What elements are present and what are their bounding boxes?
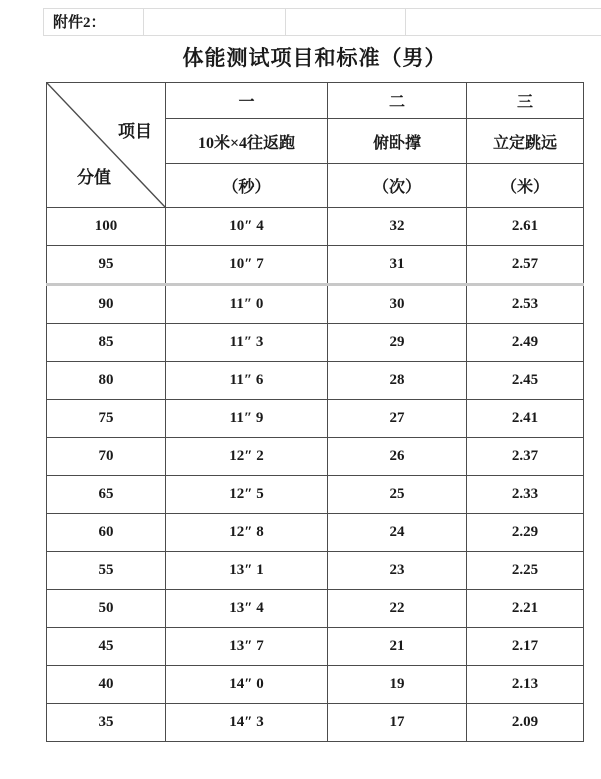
score-cell: 75 [47,400,166,438]
pushup-cell: 22 [328,590,467,628]
score-cell: 50 [47,590,166,628]
score-cell: 90 [47,285,166,324]
column-name-cell: 10米×4往返跑 [166,119,328,164]
table-row [47,438,584,476]
top-grid-hline [43,8,601,9]
table-row [47,246,584,285]
run-cell: 11″ 9 [166,400,328,438]
jump-cell: 2.13 [467,666,584,704]
pushup-cell: 23 [328,552,467,590]
table-row [47,628,584,666]
pushup-cell: 29 [328,324,467,362]
jump-cell: 2.29 [467,514,584,552]
jump-cell: 2.37 [467,438,584,476]
table-row [47,666,584,704]
table-row [47,476,584,514]
table-row [47,400,584,438]
column-number-cell: 二 [328,83,467,119]
score-cell: 35 [47,704,166,742]
run-cell: 14″ 3 [166,704,328,742]
pushup-cell: 32 [328,208,467,246]
attachment-label: 附件2： [53,15,106,31]
page-title: 体能测试项目和标准（男） [182,46,447,70]
pushup-cell: 28 [328,362,467,400]
run-cell: 12″ 5 [166,476,328,514]
table-row [47,514,584,552]
pushup-cell: 24 [328,514,467,552]
column-name-cell: 俯卧撑 [328,119,467,164]
jump-cell: 2.21 [467,590,584,628]
jump-cell: 2.25 [467,552,584,590]
run-cell: 10″ 7 [166,246,328,285]
jump-cell: 2.41 [467,400,584,438]
corner-label-item: 项目 [118,122,152,141]
pushup-cell: 21 [328,628,467,666]
top-grid-vline [405,8,406,36]
score-cell: 65 [47,476,166,514]
table-row [47,285,584,324]
standards-table [46,82,584,742]
run-cell: 11″ 0 [166,285,328,324]
column-number-cell: 三 [467,83,584,119]
score-cell: 100 [47,208,166,246]
header-row-numbers [47,83,584,119]
jump-cell: 2.09 [467,704,584,742]
score-cell: 70 [47,438,166,476]
score-cell: 80 [47,362,166,400]
run-cell: 11″ 3 [166,324,328,362]
pushup-cell: 17 [328,704,467,742]
run-cell: 13″ 1 [166,552,328,590]
score-cell: 85 [47,324,166,362]
table-row [47,324,584,362]
score-cell: 95 [47,246,166,285]
run-cell: 12″ 2 [166,438,328,476]
pushup-cell: 27 [328,400,467,438]
run-cell: 14″ 0 [166,666,328,704]
pushup-cell: 31 [328,246,467,285]
top-grid-vline [43,8,44,36]
jump-cell: 2.33 [467,476,584,514]
score-cell: 40 [47,666,166,704]
run-cell: 13″ 7 [166,628,328,666]
table-row [47,704,584,742]
pushup-cell: 25 [328,476,467,514]
jump-cell: 2.49 [467,324,584,362]
column-unit-cell: （秒） [166,164,328,208]
table-row [47,208,584,246]
score-cell: 60 [47,514,166,552]
score-cell: 55 [47,552,166,590]
pushup-cell: 30 [328,285,467,324]
pushup-cell: 26 [328,438,467,476]
jump-cell: 2.61 [467,208,584,246]
pushup-cell: 19 [328,666,467,704]
run-cell: 10″ 4 [166,208,328,246]
column-unit-cell: （次） [328,164,467,208]
jump-cell: 2.57 [467,246,584,285]
corner-label-score: 分值 [77,168,111,187]
column-name-cell: 立定跳远 [467,119,584,164]
jump-cell: 2.17 [467,628,584,666]
run-cell: 12″ 8 [166,514,328,552]
column-unit-cell: （米） [467,164,584,208]
diagonal-line [47,83,165,207]
top-grid-vline [285,8,286,36]
column-number-cell: 一 [166,83,328,119]
run-cell: 13″ 4 [166,590,328,628]
table-row [47,552,584,590]
table-row [47,362,584,400]
top-grid-vline [143,8,144,36]
diagonal-header-cell [47,83,166,208]
jump-cell: 2.45 [467,362,584,400]
score-cell: 45 [47,628,166,666]
jump-cell: 2.53 [467,285,584,324]
run-cell: 11″ 6 [166,362,328,400]
table-row [47,590,584,628]
